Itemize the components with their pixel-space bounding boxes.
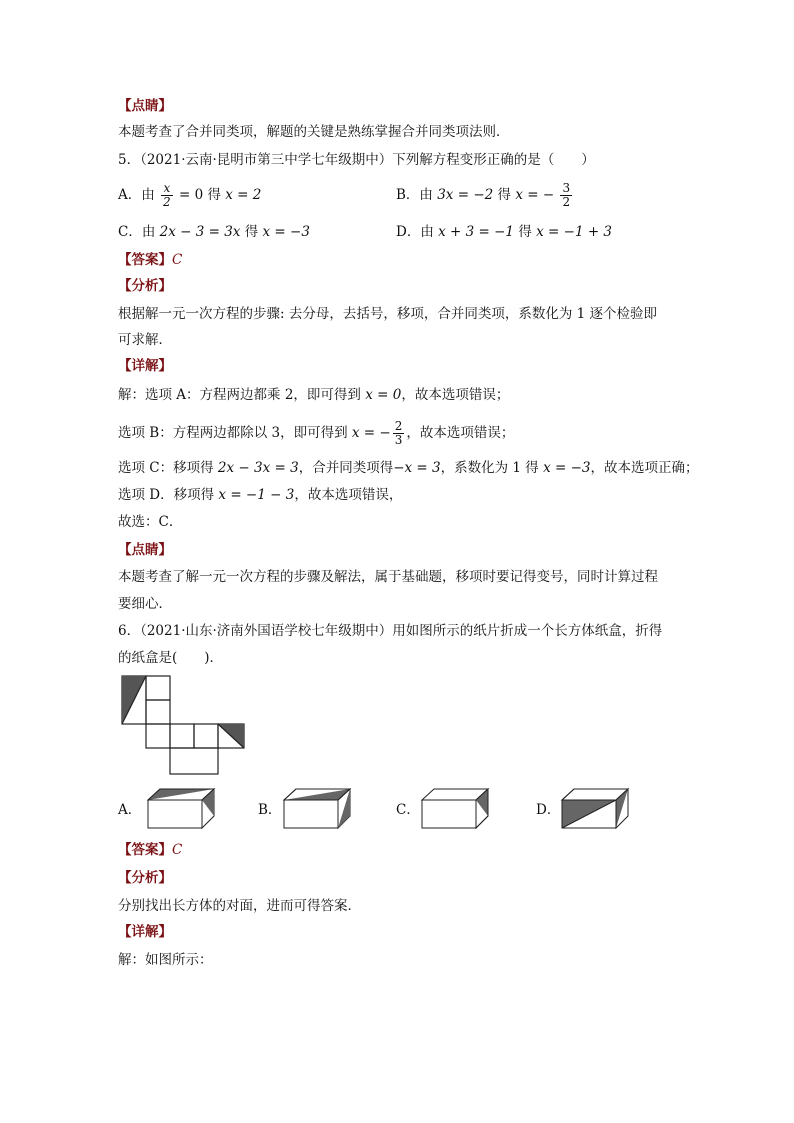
q6-option-b-label: B．: [258, 802, 282, 818]
q5-analysis-line2: 可求解．: [118, 332, 172, 348]
box-net-figure: [118, 672, 250, 778]
q6-option-a-label: A．: [118, 802, 142, 818]
q5-detail-line4: 选项 D．移项得 x = −1 − 3，故本选项错误，: [118, 487, 403, 503]
q6-option-d-label: D．: [536, 802, 561, 818]
q5-detail-line1: 解：选项 A：方程两边都乘 2，即可得到 x = 0，故本选项错误；: [118, 387, 510, 403]
q6-analysis-heading: 【分析】: [118, 870, 172, 886]
q6-stem-line1: 6．（2021·山东·济南外国语学校七年级期中）用如图所示的纸片折成一个长方体纸盒，折得: [118, 623, 663, 639]
q6-option-b-box: [280, 786, 354, 832]
q6-option-d-box: [558, 786, 632, 832]
q6-stem-line2: 的纸盒是( )．: [118, 650, 224, 666]
q5-detail-line5: 故选：C．: [118, 514, 183, 530]
q5-stem: 5．（2021·云南·昆明市第三中学七年级期中）下列解方程变形正确的是（ ）: [118, 152, 595, 168]
q5-tip-heading: 【点睛】: [118, 542, 172, 558]
q5-analysis-heading: 【分析】: [118, 278, 172, 294]
q5-tip-line1: 本题考查了解一元一次方程的步骤及解法，属于基础题，移项时要记得变号，同时计算过程: [118, 569, 658, 585]
q6-analysis-text: 分别找出长方体的对面，进而可得答案．: [118, 898, 361, 914]
q6-answer: 【答案】C: [118, 842, 183, 858]
q6-option-c-label: C．: [396, 802, 420, 818]
q5-detail-line3: 选项 C：移项得 2x − 3x = 3，合并同类项得−x = 3，系数化为 1 得 x = −3，故本选项正确；: [118, 460, 699, 476]
q5-option-b: B．由 3x = −2 得 x = − $\frac{3}{2}$: [396, 181, 571, 209]
q5-option-a: A．由 $\frac{x}{2}$ = 0 得 x = 2: [118, 181, 262, 209]
q5-answer: 【答案】C: [118, 252, 183, 268]
tip-text: 本题考查了合并同类项，解题的关键是熟练掌握合并同类项法则．: [118, 124, 510, 140]
q6-detail-heading: 【详解】: [118, 924, 172, 940]
q5-option-c: C．由 2x − 3 = 3x 得 x = −3: [118, 224, 310, 240]
q5-detail-heading: 【详解】: [118, 358, 172, 374]
tip-heading: 【点睛】: [118, 98, 172, 114]
q6-option-a-box: [144, 786, 218, 832]
q5-analysis-line1: 根据解一元一次方程的步骤: 去分母，去括号，移项，合并同类项，系数化为 1 逐个检验即: [118, 306, 658, 322]
q5-detail-line2: 选项 B：方程两边都除以 3，即可得到 x = − $\frac{2}{3}$ ，故本选项错误；: [118, 419, 515, 447]
q5-option-d: D．由 x + 3 = −1 得 x = −1 + 3: [396, 224, 613, 240]
q6-option-c-box: [418, 786, 492, 832]
q5-tip-line2: 要细心．: [118, 596, 172, 612]
q6-detail-text: 解：如图所示：: [118, 952, 213, 968]
